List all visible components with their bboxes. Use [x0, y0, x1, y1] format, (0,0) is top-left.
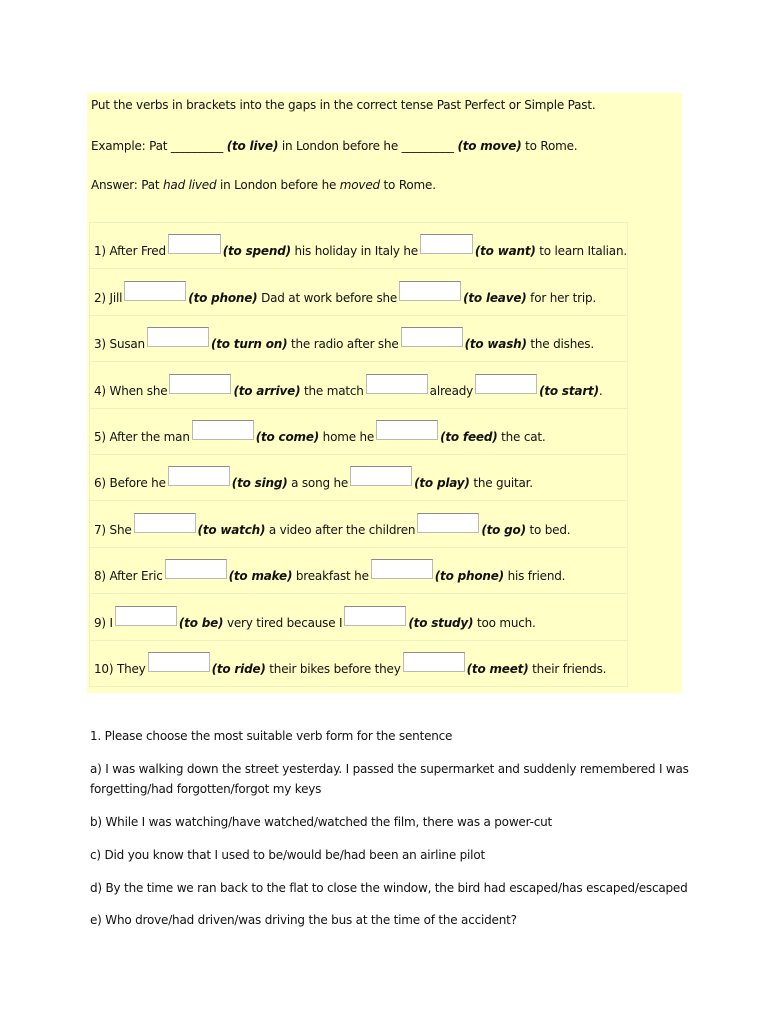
- row-text: the radio after she: [287, 337, 399, 352]
- section-2-title: 1. Please choose the most suitable verb form for the sentence: [90, 729, 453, 743]
- row-text: 3) Susan: [94, 337, 145, 352]
- verb-hint: (to meet): [466, 661, 529, 676]
- row-text: very tired because I: [223, 615, 343, 630]
- verb-hint: (to go): [481, 522, 526, 537]
- answer-gap-input[interactable]: [420, 234, 473, 254]
- verb-hint: (to watch): [197, 522, 266, 537]
- example-blank-1: _________: [170, 139, 224, 153]
- answer-gap-input[interactable]: [192, 420, 254, 440]
- answer-gap-input[interactable]: [147, 327, 209, 347]
- verb-hint: (to feed): [440, 429, 498, 444]
- verb-hint: (to phone): [188, 290, 258, 305]
- row-text: 5) After the man: [94, 429, 190, 444]
- row-text: home he: [319, 429, 375, 444]
- answer-gap-input[interactable]: [366, 374, 428, 394]
- question-e: e) Who drove/had driven/was driving the bus at the time of the accident?: [90, 913, 517, 927]
- answer-gap-input[interactable]: [148, 652, 210, 672]
- answer-gap-input[interactable]: [403, 652, 465, 672]
- row-text: the match: [300, 383, 364, 398]
- answer-prefix: Answer: Pat: [91, 178, 164, 192]
- row-text: his holiday in Italy he: [290, 244, 418, 259]
- row-text: his friend.: [503, 569, 566, 584]
- answer-middle: in London before he: [216, 178, 340, 192]
- question-c: c) Did you know that I used to be/would be/had been an airline pilot: [90, 848, 485, 862]
- answer-gap-input[interactable]: [169, 374, 231, 394]
- answer-gap-input[interactable]: [168, 234, 221, 254]
- row-text: 8) After Eric: [94, 569, 163, 584]
- exercise-row: [89, 223, 628, 269]
- row-text: 7) She: [94, 522, 132, 537]
- exercise-table: [89, 222, 628, 687]
- verb-hint: (to spend): [222, 244, 291, 259]
- row-text: to learn Italian.: [535, 244, 627, 259]
- answer-gap-input[interactable]: [168, 466, 230, 486]
- row-text: a video after the children: [265, 522, 416, 537]
- row-text: Dad at work before she: [257, 290, 398, 305]
- exercise-row: [89, 641, 628, 687]
- answer-gap-input[interactable]: [417, 513, 479, 533]
- row-text: the dishes.: [526, 337, 594, 352]
- row-text: too much.: [473, 615, 536, 630]
- row-text: their bikes before they: [265, 661, 401, 676]
- verb-hint: (to make): [228, 569, 293, 584]
- example-hint-1: (to live): [226, 139, 279, 153]
- answer-gap-input[interactable]: [376, 420, 438, 440]
- answer-verb-2: moved: [339, 178, 380, 192]
- answer-gap-input[interactable]: [350, 466, 412, 486]
- row-text: already: [429, 383, 474, 398]
- example-suffix: to Rome.: [521, 139, 578, 153]
- answer-gap-input[interactable]: [401, 327, 463, 347]
- example-sentence: [91, 139, 577, 153]
- exercise-row: [89, 362, 628, 408]
- example-hint-2: (to move): [457, 139, 522, 153]
- row-text: 6) Before he: [94, 476, 166, 491]
- answer-gap-input[interactable]: [165, 559, 227, 579]
- row-text: for her trip.: [526, 290, 597, 305]
- answer-gap-input[interactable]: [134, 513, 196, 533]
- verb-hint: (to start): [539, 383, 599, 398]
- row-text: 9) I: [94, 615, 113, 630]
- example-blank-2: _________: [401, 139, 454, 153]
- answer-sentence: [91, 178, 436, 192]
- answer-gap-input[interactable]: [124, 281, 186, 301]
- verb-hint: (to turn on): [210, 337, 288, 352]
- example-middle: in London before he: [278, 139, 402, 153]
- row-text: 1) After Fred: [94, 244, 166, 259]
- exercise-row: [89, 594, 628, 640]
- row-text: to bed.: [525, 522, 571, 537]
- row-text: 2) Jill: [94, 290, 123, 305]
- exercise-row: [89, 269, 628, 315]
- question-d: d) By the time we ran back to the flat to close the window, the bird had escaped/has escaped/escaped: [90, 881, 688, 895]
- row-text: breakfast he: [292, 569, 369, 584]
- exercise-row: [89, 455, 628, 501]
- row-text: a song he: [287, 476, 349, 491]
- verb-hint: (to wash): [464, 337, 527, 352]
- question-b: b) While I was watching/have watched/watched the film, there was a power-cut: [90, 815, 553, 829]
- question-a: a) I was walking down the street yesterday. I passed the supermarket and suddenly remembered I was forgetting/had forgotten/forgot my keys: [90, 762, 689, 796]
- verb-hint: (to arrive): [233, 383, 301, 398]
- answer-gap-input[interactable]: [344, 606, 406, 626]
- row-text: the cat.: [497, 429, 546, 444]
- exercise-row: [89, 316, 628, 362]
- row-text: the guitar.: [469, 476, 533, 491]
- exercise-row: [89, 501, 628, 547]
- instructions-heading: Put the verbs in brackets into the gaps in the correct tense Past Perfect or Simple Past.: [91, 98, 596, 112]
- answer-gap-input[interactable]: [475, 374, 537, 394]
- exercise-row: [89, 548, 628, 594]
- row-text: 10) They: [94, 661, 146, 676]
- exercise-row: [89, 409, 628, 455]
- answer-gap-input[interactable]: [371, 559, 433, 579]
- verb-hint: (to ride): [211, 661, 266, 676]
- answer-gap-input[interactable]: [115, 606, 177, 626]
- answer-gap-input[interactable]: [399, 281, 461, 301]
- row-text: .: [598, 383, 603, 398]
- verb-hint: (to study): [408, 615, 474, 630]
- verb-hint: (to want): [474, 244, 536, 259]
- verb-hint: (to come): [255, 429, 320, 444]
- verb-hint: (to sing): [231, 476, 288, 491]
- verb-hint: (to be): [178, 615, 224, 630]
- row-text: their friends.: [528, 661, 607, 676]
- row-text: 4) When she: [94, 383, 168, 398]
- verb-hint: (to leave): [463, 290, 527, 305]
- example-prefix: Example: Pat: [91, 139, 171, 153]
- answer-suffix: to Rome.: [379, 178, 436, 192]
- answer-verb-1: had lived: [163, 178, 217, 192]
- verb-hint: (to phone): [434, 569, 504, 584]
- verb-hint: (to play): [414, 476, 470, 491]
